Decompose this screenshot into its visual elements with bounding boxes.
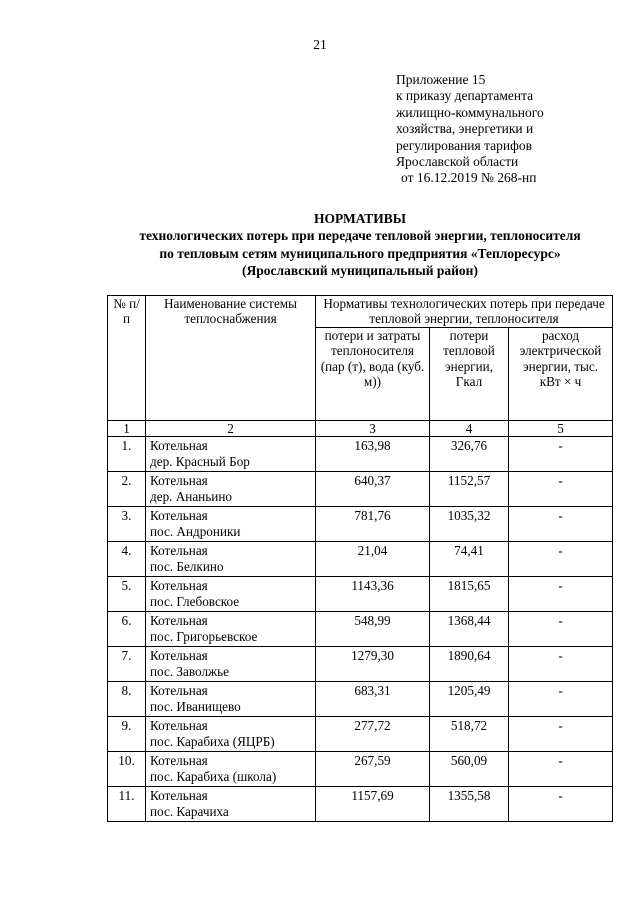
system-name xyxy=(146,682,316,717)
system-name-line: пос. Иванищево xyxy=(150,698,241,714)
coolant-losses-value xyxy=(316,472,430,507)
system-name xyxy=(146,647,316,682)
heat-losses-value-line: 1035,32 xyxy=(447,508,491,524)
electricity-value xyxy=(509,647,613,682)
system-name xyxy=(146,542,316,577)
system-name-line: пос. Андроники xyxy=(150,523,241,539)
coolant-losses-value xyxy=(316,577,430,612)
heat-losses-value xyxy=(430,787,509,822)
electricity-value-line: - xyxy=(558,613,563,629)
page-number: 21 xyxy=(313,37,327,52)
coolant-losses-value-line: 1279,30 xyxy=(351,648,394,664)
system-name-line: Котельная xyxy=(150,683,208,699)
electricity-value-line: - xyxy=(558,438,563,454)
system-name xyxy=(146,577,316,612)
table-row xyxy=(108,542,613,577)
heat-losses-value xyxy=(430,542,509,577)
electricity-value xyxy=(509,472,613,507)
appendix-line: жилищно-коммунального xyxy=(396,104,544,120)
system-name-line: пос. Григорьевское xyxy=(150,628,258,644)
row-number-line: 4. xyxy=(121,543,132,559)
electricity-value-line: - xyxy=(558,788,563,804)
heading-title: НОРМАТИВЫ xyxy=(313,211,407,226)
heading-line: (Ярославский муниципальный район) xyxy=(242,263,478,279)
row-number-line: 9. xyxy=(121,718,132,734)
heat-losses-value-line: 560,09 xyxy=(450,753,488,769)
heading-line: технологических потерь при передаче тепловой энергии, теплоносителя xyxy=(139,228,581,244)
coolant-losses-value-line: 640,37 xyxy=(354,473,391,489)
heat-losses-value-line: 1368,44 xyxy=(447,613,491,629)
coolant-losses-value-line: 781,76 xyxy=(354,508,391,524)
heat-losses-value-line: 1152,57 xyxy=(447,473,491,489)
table-row xyxy=(108,787,613,822)
heat-losses-value-line: 1355,58 xyxy=(447,788,491,804)
system-name-line: пос. Заволжье xyxy=(150,663,230,679)
row-number-line: 5. xyxy=(121,578,132,594)
heat-losses-value xyxy=(430,647,509,682)
system-name-line: пос. Карачиха xyxy=(150,803,229,819)
column-number: 3 xyxy=(316,420,430,436)
heat-losses-value-line: 518,72 xyxy=(450,718,488,734)
row-number xyxy=(108,542,146,577)
coolant-losses-value-line: 548,99 xyxy=(354,613,391,629)
heat-losses-value xyxy=(430,437,509,472)
electricity-value-line: - xyxy=(558,718,563,734)
heat-losses-value-line: 326,76 xyxy=(450,438,488,454)
electricity-value xyxy=(509,717,613,752)
system-name-line: Котельная xyxy=(150,753,208,769)
coolant-losses-value-line: 21,04 xyxy=(357,543,388,559)
row-number xyxy=(108,787,146,822)
row-number xyxy=(108,437,146,472)
header-heat-losses: потери тепловой энергии, Гкал xyxy=(430,327,509,420)
system-name xyxy=(146,752,316,787)
system-name-line: Котельная xyxy=(150,473,208,489)
system-name xyxy=(146,437,316,472)
heat-losses-value-line: 1205,49 xyxy=(447,683,491,699)
table-row xyxy=(108,612,613,647)
table-row xyxy=(108,472,613,507)
heat-losses-value xyxy=(430,682,509,717)
electricity-value-line: - xyxy=(558,508,563,524)
system-name xyxy=(146,717,316,752)
table-row xyxy=(108,682,613,717)
electricity-value-line: - xyxy=(558,578,563,594)
electricity-value xyxy=(509,787,613,822)
system-name-line: Котельная xyxy=(150,543,208,559)
system-name-line: дер. Красный Бор xyxy=(150,453,250,469)
coolant-losses-value-line: 277,72 xyxy=(354,718,391,734)
coolant-losses-value-line: 163,98 xyxy=(354,438,391,454)
column-number: 2 xyxy=(146,420,316,436)
heat-losses-value xyxy=(430,752,509,787)
row-number xyxy=(108,472,146,507)
system-name-line: Котельная xyxy=(150,578,208,594)
heat-losses-value-line: 1890,64 xyxy=(447,648,491,664)
heat-losses-value-line: 74,41 xyxy=(454,543,484,559)
coolant-losses-value xyxy=(316,507,430,542)
electricity-value xyxy=(509,507,613,542)
system-name-line: Котельная xyxy=(150,648,208,664)
system-name-line: дер. Ананьино xyxy=(150,488,232,504)
table-row xyxy=(108,437,613,472)
appendix-line: Приложение 15 xyxy=(396,72,486,87)
table-row xyxy=(108,752,613,787)
coolant-losses-value-line: 683,31 xyxy=(354,683,391,699)
heat-losses-value xyxy=(430,612,509,647)
norms-table xyxy=(107,295,613,822)
system-name-line: Котельная xyxy=(150,718,208,734)
column-number: 1 xyxy=(108,420,146,436)
row-number-line: 10. xyxy=(118,753,135,769)
header-system-name: Наименование системы теплоснабжения xyxy=(146,296,316,421)
row-number-line: 11. xyxy=(118,788,135,804)
appendix-line: регулирования тарифов xyxy=(396,137,533,153)
system-name-line: пос. Карабиха (школа) xyxy=(150,768,277,784)
row-number-line: 6. xyxy=(121,613,132,629)
header-coolant-losses: потери и затраты теплоносителя (пар (т), вода (куб. м)) xyxy=(316,327,430,420)
appendix-line: хозяйства, энергетики и xyxy=(396,121,534,137)
table-row xyxy=(108,577,613,612)
header-electricity: расход электрической энергии, тыс. кВт × ч xyxy=(509,327,613,420)
system-name-line: Котельная xyxy=(150,788,208,804)
heat-losses-value xyxy=(430,577,509,612)
row-number xyxy=(108,647,146,682)
electricity-value xyxy=(509,437,613,472)
row-number-line: 3. xyxy=(121,508,132,524)
heat-losses-value-line: 1815,65 xyxy=(447,578,491,594)
system-name xyxy=(146,612,316,647)
heading-line: по тепловым сетям муниципального предприятия «Теплоресурс» xyxy=(159,245,561,261)
row-number xyxy=(108,717,146,752)
coolant-losses-value xyxy=(316,717,430,752)
heat-losses-value xyxy=(430,717,509,752)
table-row xyxy=(108,717,613,752)
header-num: № п/п xyxy=(108,296,146,421)
electricity-value-line: - xyxy=(558,753,563,769)
heat-losses-value xyxy=(430,507,509,542)
appendix-line: к приказу департамента xyxy=(396,88,534,104)
system-name xyxy=(146,472,316,507)
header-norms-group: Нормативы технологических потерь при передаче тепловой энергии, теплоносителя xyxy=(316,296,613,328)
coolant-losses-value-line: 1143,36 xyxy=(351,578,394,594)
row-number-line: 7. xyxy=(121,648,132,664)
coolant-losses-value xyxy=(316,682,430,717)
electricity-value xyxy=(509,612,613,647)
system-name-line: пос. Карабиха (ЯЦРБ) xyxy=(150,733,275,749)
row-number xyxy=(108,507,146,542)
coolant-losses-value-line: 267,59 xyxy=(354,753,391,769)
appendix-block xyxy=(396,72,636,187)
coolant-losses-value-line: 1157,69 xyxy=(351,788,394,804)
column-number: 4 xyxy=(430,420,509,436)
document-heading xyxy=(80,210,640,280)
system-name xyxy=(146,787,316,822)
electricity-value-line: - xyxy=(558,648,563,664)
coolant-losses-value xyxy=(316,752,430,787)
row-number-line: 1. xyxy=(121,438,132,454)
coolant-losses-value xyxy=(316,647,430,682)
row-number xyxy=(108,752,146,787)
row-number xyxy=(108,682,146,717)
electricity-value xyxy=(509,542,613,577)
electricity-value xyxy=(509,577,613,612)
coolant-losses-value xyxy=(316,437,430,472)
appendix-order-date: от 16.12.2019 № 268-нп xyxy=(401,170,537,186)
table-row xyxy=(108,507,613,542)
system-name xyxy=(146,507,316,542)
heat-losses-value xyxy=(430,472,509,507)
row-number xyxy=(108,612,146,647)
column-number: 5 xyxy=(509,420,613,436)
row-number-line: 8. xyxy=(121,683,132,699)
electricity-value-line: - xyxy=(558,543,563,559)
row-number-line: 2. xyxy=(121,473,132,489)
coolant-losses-value xyxy=(316,612,430,647)
system-name-line: пос. Глебовское xyxy=(150,593,240,609)
electricity-value-line: - xyxy=(558,473,563,489)
coolant-losses-value xyxy=(316,787,430,822)
row-number xyxy=(108,577,146,612)
system-name-line: Котельная xyxy=(150,613,208,629)
system-name-line: Котельная xyxy=(150,438,208,454)
electricity-value xyxy=(509,682,613,717)
system-name-line: Котельная xyxy=(150,508,208,524)
electricity-value-line: - xyxy=(558,683,563,699)
coolant-losses-value xyxy=(316,542,430,577)
electricity-value xyxy=(509,752,613,787)
appendix-line: Ярославской области xyxy=(396,154,519,170)
system-name-line: пос. Белкино xyxy=(150,558,224,574)
table-row xyxy=(108,647,613,682)
